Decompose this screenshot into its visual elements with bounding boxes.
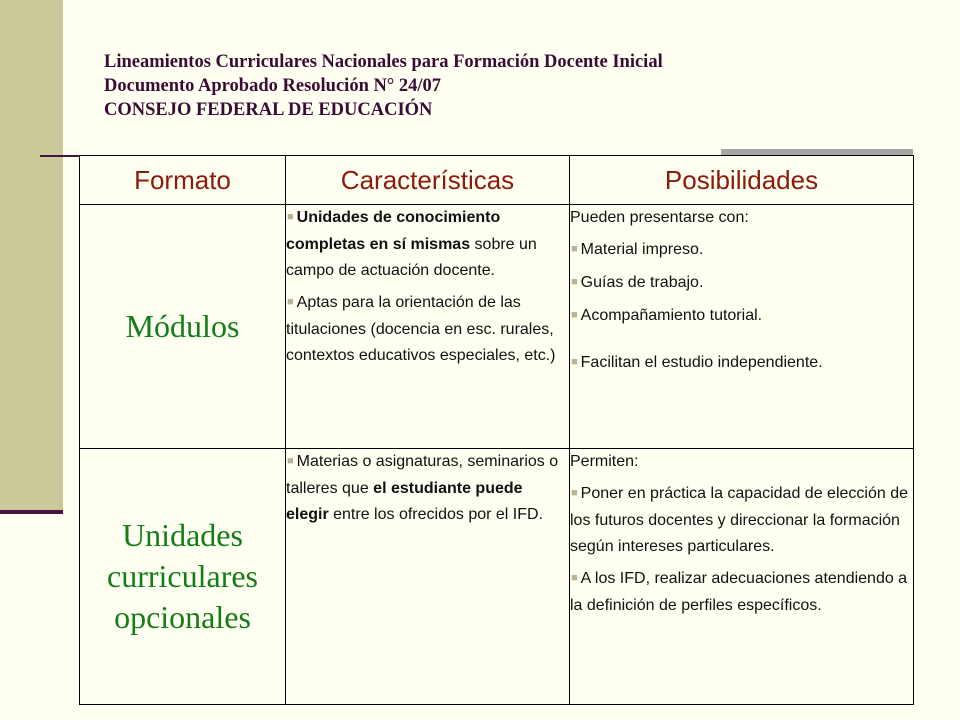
posibilidades-unidades-opcionales: [570, 449, 914, 705]
side-band: [0, 0, 63, 510]
caracteristicas-unidades-opcionales: [286, 449, 570, 705]
table-row: [80, 449, 914, 705]
list-item: ■ Aptas para la orientación de las titulaciones (docencia en esc. rurales, contextos educativos especiales, etc.): [286, 290, 569, 369]
list-item: ■ Facilitan el estudio independiente.: [570, 350, 913, 377]
list-item: ■ Guías de trabajo.: [570, 270, 913, 297]
top-left-rule: [40, 155, 80, 157]
list-item: ■ A los IFD, realizar adecuaciones atendiendo a la definición de perfiles específicos.: [570, 566, 913, 619]
header-line-1: Lineamientos Curriculares Nacionales para Formación Docente Inicial: [104, 52, 663, 72]
header-line-3: CONSEJO FEDERAL DE EDUCACIÓN: [104, 100, 433, 120]
list-item: ■ Poner en práctica la capacidad de elección de los futuros docentes y direccionar la formación según intereses particulares.: [570, 481, 913, 560]
document-header: [104, 50, 924, 122]
list-item: ■ Unidades de conocimiento completas en sí mismas sobre un campo de actuación docente.: [286, 205, 569, 284]
table-header-row: [80, 156, 914, 205]
posibilidades-modulos: [570, 205, 914, 449]
table-row: [80, 205, 914, 449]
caracteristicas-modulos: [286, 205, 570, 449]
header-caracteristicas: Características: [286, 156, 570, 205]
curricular-formats-table: [79, 155, 914, 705]
list-item: ■ Materias o asignaturas, seminarios o talleres que el estudiante puede elegir entre los ofrecidos por el IFD.: [286, 449, 569, 528]
header-formato: Formato: [80, 156, 286, 205]
posibilidades-intro: Permiten:: [570, 453, 639, 470]
list-item: ■ Material impreso.: [570, 237, 913, 264]
mid-left-rule: [0, 510, 63, 514]
list-item: ■ Acompañamiento tutorial.: [570, 303, 913, 330]
posibilidades-intro: Pueden presentarse con:: [570, 209, 749, 226]
header-posibilidades: Posibilidades: [570, 156, 914, 205]
header-line-2: Documento Aprobado Resolución N° 24/07: [104, 76, 442, 96]
formato-unidades-opcionales: Unidades curriculares opcionales: [80, 449, 286, 705]
formato-modulos: Módulos: [80, 205, 286, 449]
